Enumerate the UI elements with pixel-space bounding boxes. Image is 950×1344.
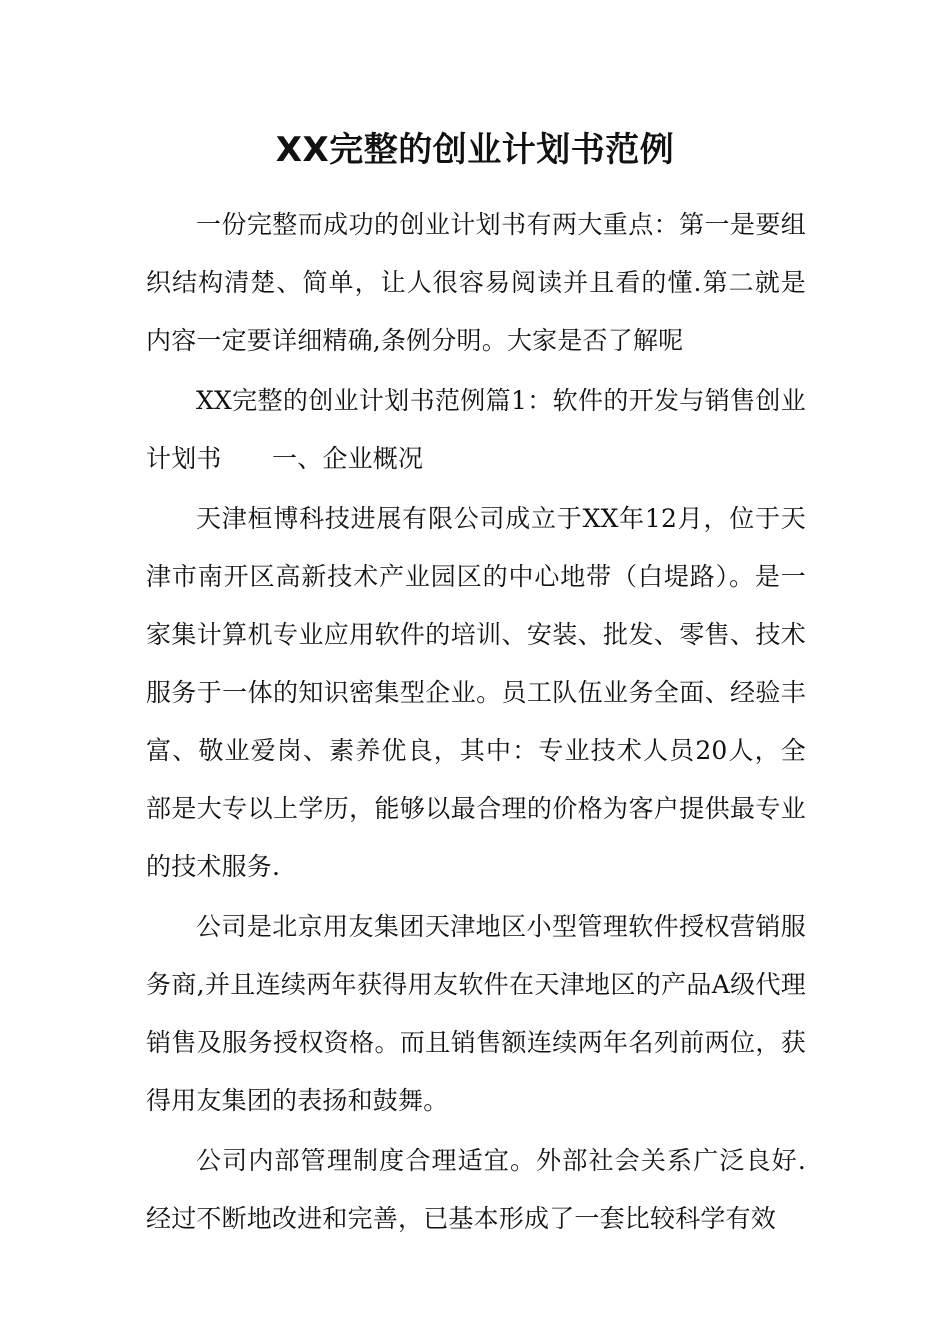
paragraph-authorization: 公司是北京用友集团天津地区小型管理软件授权营销服务商,并且连续两年获得用友软件在天津地区的产品A级代理销售及服务授权资格。而且销售额连续两年名列前两位，获得用友集团的表扬和鼓舞。	[146, 912, 806, 1115]
paragraph-management: 公司内部管理制度合理适宜。外部社会关系广泛良好.经过不断地改进和完善，已基本形成了一套比较科学有效	[146, 1146, 806, 1233]
document-body	[146, 196, 806, 1248]
paragraph-company-overview: 天津桓博科技进展有限公司成立于XX年12月，位于天津市南开区高新技术产业园区的中心地带（白堤路）。是一家集计算机专业应用软件的培训、安装、批发、零售、技术服务于一体的知识密集型企业。员工队伍业务全面、经验丰富、敬业爱岗、素养优良，其中：专业技术人员20人，全部是大专以上学历，能够以最合理的价格为客户提供最专业的技术服务.	[146, 504, 806, 881]
page-title: XX完整的创业计划书范例	[275, 130, 675, 170]
paragraph-section-heading: XX完整的创业计划书范例篇1：软件的开发与销售创业计划书 一、企业概况	[146, 386, 806, 473]
paragraph-intro: 一份完整而成功的创业计划书有两大重点：第一是要组织结构清楚、简单，让人很容易阅读并且看的懂.第二就是内容一定要详细精确,条例分明。大家是否了解呢	[146, 210, 806, 355]
